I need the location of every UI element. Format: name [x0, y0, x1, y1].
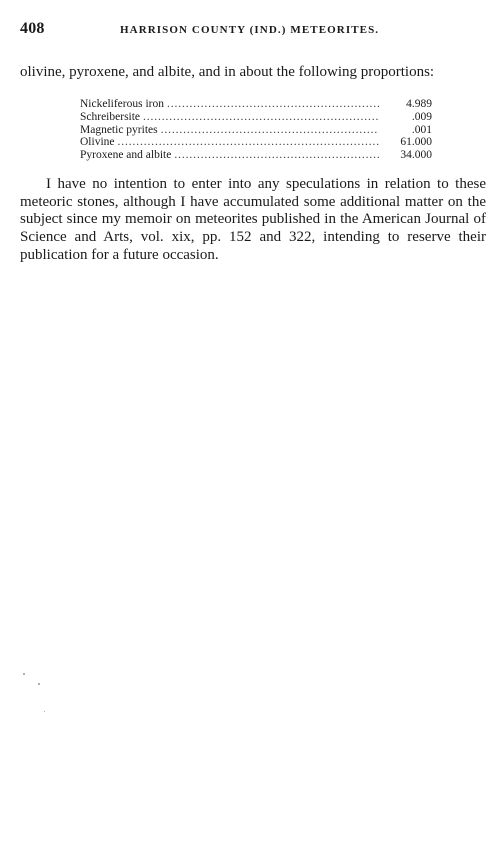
intro-text: olivine, pyroxene, and albite, and in about the following proportions:: [20, 64, 435, 80]
mineral-value: .001: [411, 123, 432, 136]
leader-dots: [161, 124, 379, 137]
mineral-name: Olivine: [80, 136, 115, 149]
page-header: [20, 20, 486, 40]
mineral-name: Pyroxene and albite: [80, 149, 172, 162]
mineral-value: 34.000: [400, 149, 432, 162]
mineral-value: 4.989: [406, 98, 432, 110]
mineral-value: .009: [411, 110, 432, 123]
composition-row: [80, 111, 432, 124]
paper-speck: [44, 711, 45, 712]
composition-row: [80, 98, 432, 111]
page-number: 408: [20, 20, 45, 37]
leader-dots: [143, 111, 379, 124]
paper-speck: [38, 683, 40, 685]
composition-row: [80, 136, 432, 149]
mineral-name: Magnetic pyrites: [80, 123, 158, 136]
running-head: HARRISON COUNTY (IND.) METEORITES.: [120, 24, 380, 36]
paper-speck: [23, 673, 25, 675]
mineral-value: 61.000: [400, 136, 432, 149]
body-paragraph: I have no intention to enter into any speculations in relation to these meteoric stones, although I have accumulated some additional matter on the subject since my memoir on meteorites published in the American Journal of Science and Arts, vol. xix, pp. 152 and 322, intending to reserve their publication for a future occasion.: [20, 176, 486, 263]
leader-dots: [167, 98, 379, 111]
leader-dots: [174, 149, 379, 162]
composition-table: [80, 98, 432, 162]
leader-dots: [118, 136, 380, 149]
mineral-name: Nickeliferous iron: [80, 98, 164, 110]
composition-row: [80, 124, 432, 137]
composition-row: [80, 149, 432, 162]
mineral-name: Schreibersite: [80, 110, 141, 123]
